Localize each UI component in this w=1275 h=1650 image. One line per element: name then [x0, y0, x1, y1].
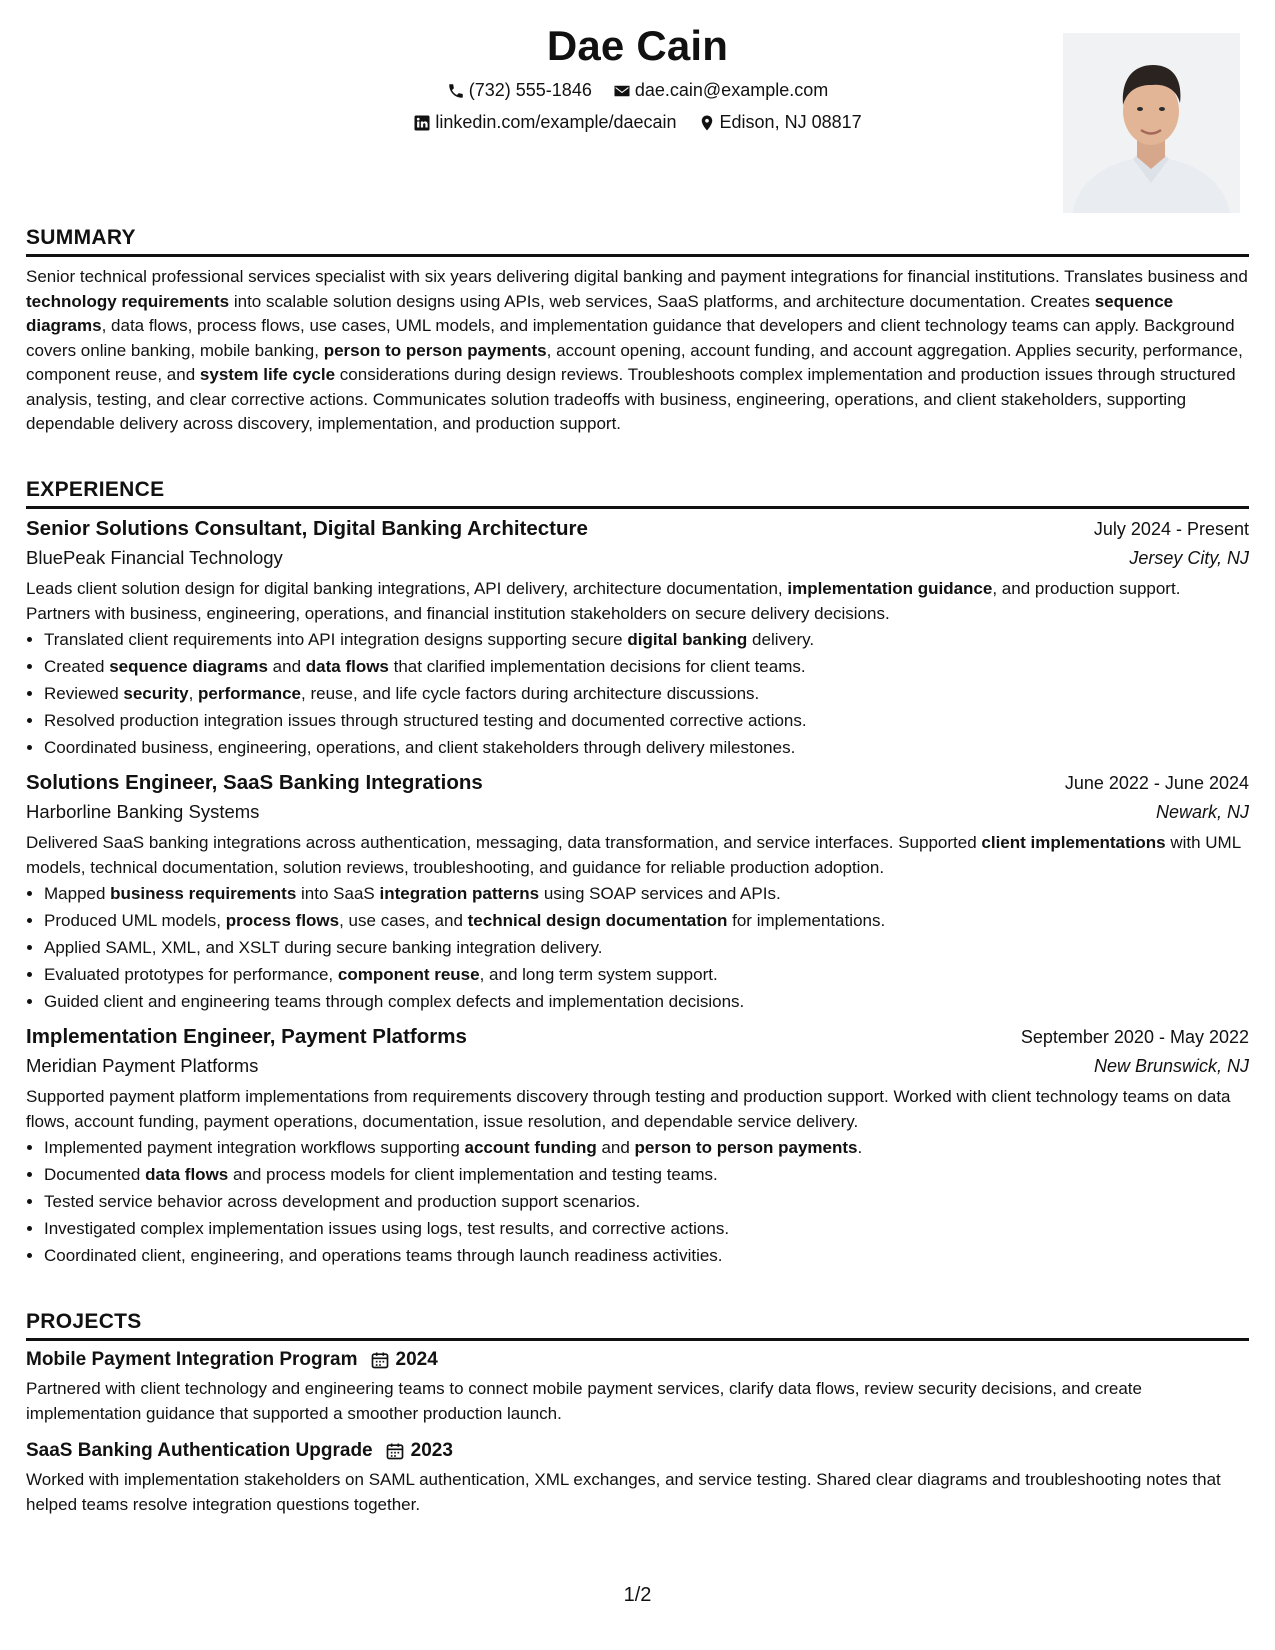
list-item [44, 626, 1249, 653]
bold-keyword: account funding [464, 1138, 597, 1157]
text-run: Coordinated client, engineering, and operations teams through launch readiness activities. [44, 1246, 723, 1265]
list-item [44, 934, 1249, 961]
job-bullets [26, 1134, 1249, 1269]
text-run: Applied SAML, XML, and XSLT during secure banking integration delivery. [44, 938, 603, 957]
text-run: Evaluated prototypes for performance, [44, 965, 338, 984]
company-name: Meridian Payment Platforms [26, 1055, 259, 1076]
job-list [26, 517, 1249, 1269]
text-run: Delivered SaaS banking integrations across authentication, messaging, data transformation, and service interfaces. Supported [26, 833, 982, 852]
profile-photo [1063, 33, 1240, 213]
bold-keyword: digital banking [627, 630, 748, 649]
bold-keyword: sequence diagrams [26, 291, 1174, 335]
text-run: Resolved production integration issues through structured testing and documented corrective actions. [44, 711, 807, 730]
project-header [26, 1440, 1249, 1462]
job-location: Jersey City, NJ [1129, 548, 1249, 568]
project-list [26, 1349, 1249, 1517]
company-name: BluePeak Financial Technology [26, 547, 283, 568]
calendar-icon-wrap [358, 1350, 396, 1370]
text-run: , and long term system support. [479, 965, 718, 984]
job-location: Newark, NJ [1155, 802, 1249, 822]
summary-heading: SUMMARY [26, 226, 1249, 257]
envelope-icon [613, 82, 631, 100]
bold-keyword: data flows [305, 657, 389, 676]
text-run: that clarified implementation decisions for client teams. [388, 657, 806, 676]
bold-keyword: process flows [225, 911, 340, 930]
projects-section [26, 1310, 1249, 1517]
text-run: Translated client requirements into API integration designs supporting secure [44, 630, 628, 649]
job-dates: September 2020 - May 2022 [1020, 1027, 1249, 1047]
project-description: Worked with implementation stakeholders on SAML authentication, XML exchanges, and service testing. Shared clear diagrams and troubleshooting notes that helped teams resolve integration questions together. [26, 1470, 1221, 1514]
project-name: SaaS Banking Authentication Upgrade [26, 1440, 373, 1461]
text-run: , and production support. Partners with business, engineering, operations, and financial institution stakeholders on secure delivery decisions. [26, 579, 1181, 623]
linkedin-text: linkedin.com/example/daecain [435, 112, 677, 132]
text-run: with UML models, technical documentation, solution reviews, troubleshooting, and guidance for reliable production adoption. [26, 833, 1241, 877]
linkedin-icon [413, 114, 431, 132]
text-run: , [188, 684, 199, 703]
job-bullets [26, 626, 1249, 761]
bold-keyword: system life cycle [199, 365, 336, 384]
job-subheader [26, 801, 1249, 823]
text-run: Supported payment platform implementations from requirements discovery through testing and production support. Worked with client technology teams on data flows, account funding, payment operations, documentation, issue resolution, and dependable service delivery. [26, 1087, 1231, 1131]
list-item [44, 1134, 1249, 1161]
list-item [44, 961, 1249, 988]
list-item [44, 680, 1249, 707]
text-run: Created [44, 657, 110, 676]
text-run: , use cases, and [339, 911, 468, 930]
project-entry [26, 1349, 1249, 1426]
job-summary [26, 1085, 1249, 1134]
list-item [44, 707, 1249, 734]
location-text: Edison, NJ 08817 [719, 112, 862, 132]
job-bullets [26, 880, 1249, 1015]
job-subheader [26, 1055, 1249, 1077]
project-header [26, 1349, 1249, 1371]
text-run: considerations during design reviews. Troubleshoots complex implementation and production issues through structured analysis, testing, and clear corrective actions. Communicates solution tradeoffs with business, engineering, operations, and client stakeholders, supporting dependable delivery across discovery, implementation, and production support. [26, 365, 1236, 433]
bold-keyword: person to person payments [323, 340, 547, 360]
project-entry [26, 1440, 1249, 1517]
text-run: , account opening, account funding, and account aggregation. Applies security, performance, component reuse, and [26, 340, 1243, 384]
job-entry [26, 771, 1249, 1015]
text-run: Tested service behavior across development and production support scenarios. [44, 1192, 641, 1211]
bold-keyword: person to person payments [634, 1138, 858, 1157]
text-run: and [267, 657, 306, 676]
bold-keyword: client implementations [981, 833, 1166, 852]
bold-keyword: technology requirements [26, 291, 230, 311]
job-summary [26, 577, 1249, 626]
job-entry [26, 1025, 1249, 1269]
text-run: Documented [44, 1165, 146, 1184]
text-run: , reuse, and life cycle factors during architecture discussions. [301, 684, 760, 703]
job-header [26, 517, 1249, 541]
text-run: and process models for client implementation and testing teams. [228, 1165, 718, 1184]
text-run: using SOAP services and APIs. [539, 884, 781, 903]
project-year: 2023 [410, 1440, 453, 1461]
bold-keyword: implementation guidance [787, 579, 993, 598]
bold-keyword: integration patterns [379, 884, 540, 903]
project-year: 2024 [395, 1349, 438, 1370]
text-run: . [857, 1138, 863, 1157]
calendar-icon [370, 1350, 390, 1370]
job-dates: June 2022 - June 2024 [1064, 773, 1249, 793]
job-summary [26, 831, 1249, 880]
email-contact[interactable] [613, 80, 828, 101]
list-item [44, 653, 1249, 680]
text-run: Produced UML models, [44, 911, 226, 930]
bold-keyword: sequence diagrams [109, 657, 268, 676]
experience-heading: EXPERIENCE [26, 478, 1249, 509]
job-header [26, 1025, 1249, 1049]
text-run: Investigated complex implementation issues using logs, test results, and corrective actions. [44, 1219, 730, 1238]
calendar-icon [385, 1441, 405, 1461]
text-run: into SaaS [296, 884, 380, 903]
project-description: Partnered with client technology and engineering teams to connect mobile payment services, clarify data flows, review security decisions, and create implementation guidance that supported a smoother production launch. [26, 1379, 1142, 1423]
list-item [44, 907, 1249, 934]
text-run: Mapped [44, 884, 111, 903]
list-item [44, 1161, 1249, 1188]
job-dates: July 2024 - Present [1093, 519, 1249, 539]
phone-contact[interactable] [447, 80, 592, 101]
list-item [44, 1188, 1249, 1215]
job-title: Implementation Engineer, Payment Platforms [26, 1025, 467, 1048]
summary-section [26, 226, 1249, 437]
bold-keyword: security [123, 684, 189, 703]
bold-keyword: technical design documentation [467, 911, 728, 930]
list-item [44, 880, 1249, 907]
map-pin-icon [698, 114, 716, 132]
page-number: 1/2 [623, 1584, 652, 1606]
list-item [44, 1215, 1249, 1242]
text-run: Leads client solution design for digital banking integrations, API delivery, architecture documentation, [26, 579, 788, 598]
job-location: New Brunswick, NJ [1093, 1056, 1249, 1076]
text-run: Reviewed [44, 684, 124, 703]
company-name: Harborline Banking Systems [26, 801, 260, 822]
job-entry [26, 517, 1249, 761]
list-item [44, 988, 1249, 1015]
bold-keyword: component reuse [337, 965, 480, 984]
text-run: delivery. [747, 630, 815, 649]
phone-icon [447, 82, 465, 100]
text-run: and [596, 1138, 635, 1157]
job-title: Solutions Engineer, SaaS Banking Integrations [26, 771, 483, 794]
text-run: Coordinated business, engineering, operations, and client stakeholders through delivery milestones. [44, 738, 796, 757]
text-run: into scalable solution designs using APIs, web services, SaaS platforms, and architecture documentation. Creates [229, 291, 1095, 311]
job-title: Senior Solutions Consultant, Digital Banking Architecture [26, 517, 588, 540]
text-run: Guided client and engineering teams through complex defects and implementation decisions. [44, 992, 745, 1011]
summary-text [26, 265, 1249, 437]
list-item [44, 1242, 1249, 1269]
text-run: , data flows, process flows, use cases, UML models, and implementation guidance that developers and client technology teams can apply. Background covers online banking, mobile banking, [26, 316, 1235, 360]
project-name: Mobile Payment Integration Program [26, 1349, 358, 1370]
job-header [26, 771, 1249, 795]
text-run: for implementations. [727, 911, 886, 930]
job-subheader [26, 547, 1249, 569]
email-text: dae.cain@example.com [634, 80, 829, 100]
text-run: Implemented payment integration workflows supporting [44, 1138, 465, 1157]
calendar-icon-wrap [373, 1441, 411, 1461]
experience-section [26, 478, 1249, 1269]
bold-keyword: business requirements [110, 884, 297, 903]
phone-text: (732) 555-1846 [468, 80, 592, 100]
bold-keyword: performance [198, 684, 302, 703]
linkedin-contact[interactable] [413, 112, 676, 133]
projects-heading: PROJECTS [26, 1310, 1249, 1341]
bold-keyword: data flows [145, 1165, 229, 1184]
location-contact [698, 112, 862, 133]
candidate-name: Dae Cain [546, 22, 729, 69]
list-item [44, 734, 1249, 761]
text-run: Senior technical professional services specialist with six years delivering digital banking and payment integrations for financial institutions. Translates business and [26, 267, 1248, 286]
